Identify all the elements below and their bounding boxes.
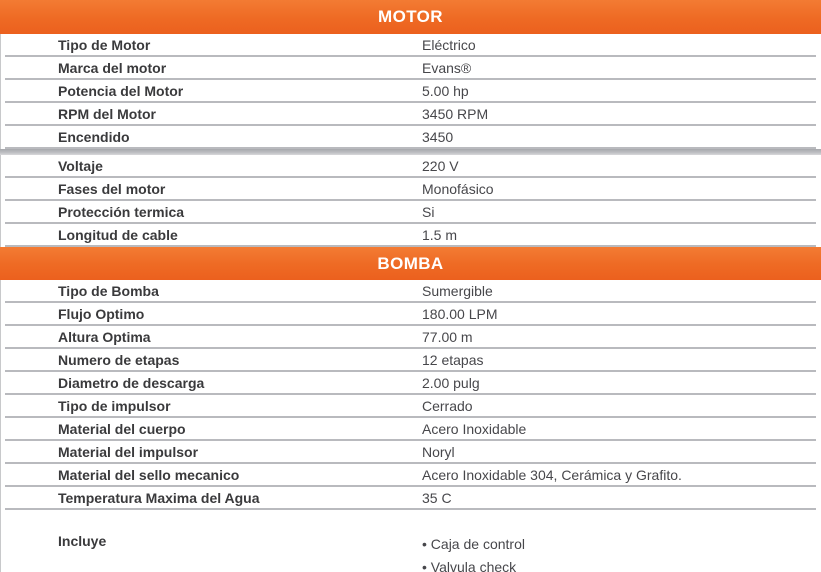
spec-value: 180.00 LPM xyxy=(422,305,498,322)
spec-value: Si xyxy=(422,203,435,220)
spec-row-flujo-optimo xyxy=(5,303,816,326)
spec-row-longitud-de-cable xyxy=(5,224,816,247)
spec-label: Material del sello mecanico xyxy=(58,466,240,483)
spec-value: Acero Inoxidable xyxy=(422,420,527,437)
spec-row-tipo-de-bomba xyxy=(5,280,816,303)
spec-row-voltaje xyxy=(5,155,816,178)
spec-label: Protección termica xyxy=(58,203,185,220)
spec-label: Diametro de descarga xyxy=(58,374,205,391)
spec-label: Marca del motor xyxy=(58,59,167,76)
spec-value: Evans® xyxy=(422,59,472,76)
bomba-rows xyxy=(0,280,821,510)
spec-value: Monofásico xyxy=(422,180,494,197)
spec-value: Sumergible xyxy=(422,282,493,299)
spec-label: Longitud de cable xyxy=(58,226,178,243)
spec-row-numero-de-etapas xyxy=(5,349,816,372)
section-header-motor xyxy=(0,0,821,34)
incluye-item: • Valvula check xyxy=(422,556,816,572)
spec-row-tipo-de-impulsor xyxy=(5,395,816,418)
spec-row-potencia-del-motor xyxy=(5,80,816,103)
spec-row-temperatura-maxima-del-agua xyxy=(5,487,816,510)
section-title-motor: MOTOR xyxy=(378,7,443,26)
incluye-item: • Caja de control xyxy=(422,533,816,556)
motor-rows-group2 xyxy=(0,155,821,247)
spec-label: Voltaje xyxy=(58,157,103,174)
spec-value: 35 C xyxy=(422,489,452,506)
incluye-label: Incluye xyxy=(58,533,107,549)
spec-row-diametro-de-descarga xyxy=(5,372,816,395)
spec-row-marca-del-motor xyxy=(5,57,816,80)
spec-value: 3450 xyxy=(422,128,454,145)
spec-label: Temperatura Maxima del Agua xyxy=(58,489,260,506)
spec-value: 2.00 pulg xyxy=(422,374,480,391)
spec-label: RPM del Motor xyxy=(58,105,156,122)
spec-row-proteccion-termica xyxy=(5,201,816,224)
spec-label: Flujo Optimo xyxy=(58,305,145,322)
spec-label: Material del impulsor xyxy=(58,443,199,460)
spec-row-material-del-sello-mecanico xyxy=(5,464,816,487)
spec-value: Acero Inoxidable 304, Cerámica y Grafito. xyxy=(422,466,682,483)
motor-rows-group1 xyxy=(0,34,821,149)
spec-label: Altura Optima xyxy=(58,328,151,345)
spec-value: Eléctrico xyxy=(422,36,476,53)
spec-row-altura-optima xyxy=(5,326,816,349)
section-header-bomba xyxy=(0,247,821,280)
spec-value: Cerrado xyxy=(422,397,473,414)
spec-label: Fases del motor xyxy=(58,180,166,197)
section-title-bomba: BOMBA xyxy=(377,253,444,273)
spec-label: Tipo de Motor xyxy=(58,36,151,53)
spec-value: 220 V xyxy=(422,157,459,174)
incluye-items xyxy=(422,533,816,572)
spec-row-tipo-de-motor xyxy=(5,34,816,57)
spec-label: Numero de etapas xyxy=(58,351,180,368)
spec-label: Tipo de Bomba xyxy=(58,282,159,299)
spec-label: Potencia del Motor xyxy=(58,82,184,99)
spec-row-fases-del-motor xyxy=(5,178,816,201)
spec-value: Noryl xyxy=(422,443,455,460)
spec-label: Material del cuerpo xyxy=(58,420,186,437)
incluye-block xyxy=(0,510,821,572)
spec-label: Tipo de impulsor xyxy=(58,397,171,414)
spec-value: 1.5 m xyxy=(422,226,458,243)
spec-row-material-del-cuerpo xyxy=(5,418,816,441)
spec-value: 12 etapas xyxy=(422,351,484,368)
spec-row-material-del-impulsor xyxy=(5,441,816,464)
spec-value: 77.00 m xyxy=(422,328,473,345)
spec-value: 3450 RPM xyxy=(422,105,489,122)
spec-value: 5.00 hp xyxy=(422,82,469,99)
spec-row-rpm-del-motor xyxy=(5,103,816,126)
spec-label: Encendido xyxy=(58,128,130,145)
spec-row-encendido xyxy=(5,126,816,149)
